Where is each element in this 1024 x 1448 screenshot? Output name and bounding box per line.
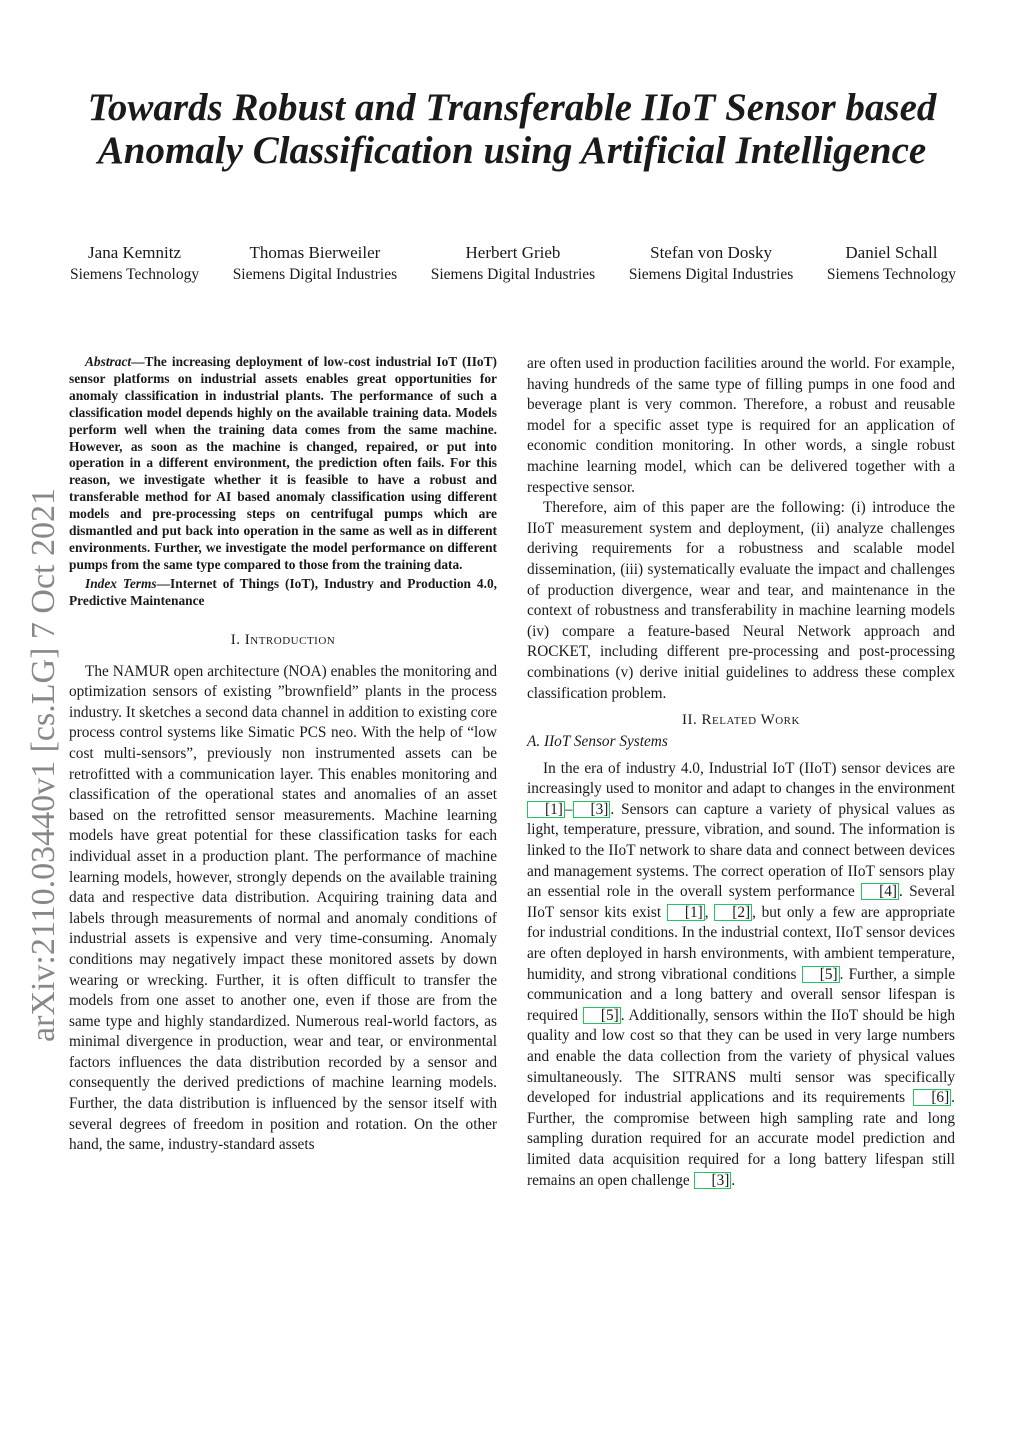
citation-link[interactable]: [4] [861,883,899,900]
citation-link[interactable]: [2] [714,904,752,921]
introduction-paragraph: The NAMUR open architecture (NOA) enables the monitoring and optimization sensors of existing ”brownfield” plants in the process industry. It sketches a second data channel in addition to existing core process control systems like Simatic PCS neo. With the help of “low cost multi-sensors”, previously non instrumented assets can be retrofitted with a communication layer. This enables monitoring and classification of the operational states and anomalies of an asset based on the retrofitted sensor measurements. Machine learning models have great potential for these classification tasks for each individual asset in a production plant. The performance of machine learning models, however, strongly depends on the available training data and respective data distribution. Acquiring training data and labels through measurements of normal and anomaly conditions of industrial assets is expensive and very time-consuming. Anomaly conditions may negatively impact these monitored assets by down wearing or wrecking. Further, it is often difficult to transfer the models from one asset to another one, even if those are from the same type and highly standardized. Numerous real-world factors, as minimal divergence in production, wear and tear, or environmental factors influences the data distribution recorded by a sensor and consequently the derived predictions of machine learning models. Further, the data distribution is influenced by the sensor itself with several degrees of freedom in position and rotation. On the other hand, the same, industry-standard assets [69,662,497,1154]
author-affiliation: Siemens Digital Industries [430,266,596,283]
paper-title: Towards Robust and Transferable IIoT Sensor based Anomaly Classification using Artificial Intelligence [87,86,937,172]
author-name: Stefan von Dosky [650,243,772,262]
author-block [70,242,956,286]
author-name: Jana Kemnitz [88,243,182,262]
citation-link[interactable]: [5] [802,966,840,983]
section-heading-introduction: I. Introduction [230,631,336,648]
author-affiliation: Siemens Technology [826,266,956,283]
left-column [69,354,497,1156]
citation-link[interactable]: [1] [667,904,705,921]
index-terms-text: —Internet of Things (IoT), Industry and Production 4.0, Predictive Maintenance [69,575,497,608]
citation-link[interactable]: [5] [583,1007,621,1024]
text-run: . Additionally, sensors within the IIoT should be high quality and low cost so that they can be used in very large numbers and enable the data collection from the variety of physical values simultaneously. The SITRANS multi sensor was specifically developed for industrial applications and its requirements [527,1006,955,1107]
text-run: . [731,1171,736,1189]
text-run: . Further, the compromise between high sampling rate and long sampling duration required for an accurate model prediction and limited data acquisition required for a long battery lifespan still remains an open challenge [527,1089,955,1189]
author-2 [233,242,397,286]
author-1 [70,242,199,286]
section-heading-related-work: II. Related Work [682,712,800,729]
author-affiliation: Siemens Digital Industries [628,266,794,283]
arxiv-watermark: arXiv:2110.03440v1 [cs.LG] 7 Oct 2021 [25,488,62,1042]
author-5 [827,242,956,286]
paper-aims-paragraph: Therefore, aim of this paper are the following: (i) introduce the IIoT measurement system and deployment, (ii) analyze challenges deriving requirements for a robustness and scalable model dissemination, (iii) systematically evaluate the impact and challenges of production divergence, wear and tear, and maintenance in the context of robustness and transferability in machine learning models (iv) compare a feature-based Neural Network approach and ROCKET, including different pre-processing and post-processing combinations (v) derive initial guidelines to address these complex classification problem. [527,499,955,702]
abstract [69,354,497,574]
citation-link[interactable]: [3] [694,1172,732,1189]
text-run: In the era of industry 4.0, Industrial IoT (IIoT) sensor devices are increasingly used to monitor and adapt to changes in the environment [527,759,955,798]
citation-link[interactable]: [6] [913,1089,951,1106]
related-work-paragraph [527,759,955,1191]
author-affiliation: Siemens Digital Industries [232,266,398,283]
citation-link[interactable]: [3] [573,801,611,818]
introduction-continuation: are often used in production facilities around the world. For example, having hundreds of the same type of filling pumps in one food and beverage plant is very common. Therefore, a robust and reusable model for a specific asset type is required for an application of economic condition monitoring. In other words, a single robust machine learning model, which can be delivered together with a respective sensor. [527,355,955,496]
abstract-label: Abstract [85,354,132,369]
author-name: Herbert Grieb [465,243,561,262]
subsection-heading-iiot: A. IIoT Sensor Systems [527,733,668,751]
text-run: . Sensors can capture a variety of physical values as light, temperature, pressure, vibration, and sound. The information is linked to the IIoT network to share data and connect between devices and management systems. The correct operation of IIoT sensors play an essential role in the overall system performance [527,800,955,901]
index-terms [69,576,497,610]
abstract-text: —The increasing deployment of low-cost industrial IoT (IIoT) sensor platforms on industrial assets enables great opportunities for anomaly classification in industrial plants. The performance of such a classification model depends highly on the available training data. Models perform well when the training data comes from the same machine. However, as soon as the machine is changed, repaired, or put into operation in a different environment, the prediction often fails. For this reason, we investigate whether it is feasible to have a robust and transferable method for AI based anomaly classification using different models and pre-processing steps on centrifugal pumps which are dismantled and put back into operation in the same as well as in different environments. Further, we investigate the model performance on different pumps from the same type compared to those from the training data. [69,354,497,572]
author-affiliation: Siemens Technology [70,266,200,283]
author-3 [431,242,595,286]
text-run: – [564,800,573,818]
text-run: , [704,903,715,921]
text-run: . Several IIoT sensor kits exist [527,883,955,921]
text-run: , but only a few are appropriate for industrial conditions. In the industrial context, IIoT sensor devices are often deployed in harsh environments, with ambient temperature, humidity, and strong vibrational conditions [527,903,956,983]
text-run: . Further, a simple communication and a long battery and overall sensor lifespan is required [527,965,955,1024]
author-name: Thomas Bierweiler [249,243,381,262]
right-column [527,354,955,1191]
author-4 [629,242,793,286]
author-name: Daniel Schall [845,243,938,262]
index-terms-label: Index Terms [85,575,157,591]
citation-link[interactable]: [1] [527,801,565,818]
